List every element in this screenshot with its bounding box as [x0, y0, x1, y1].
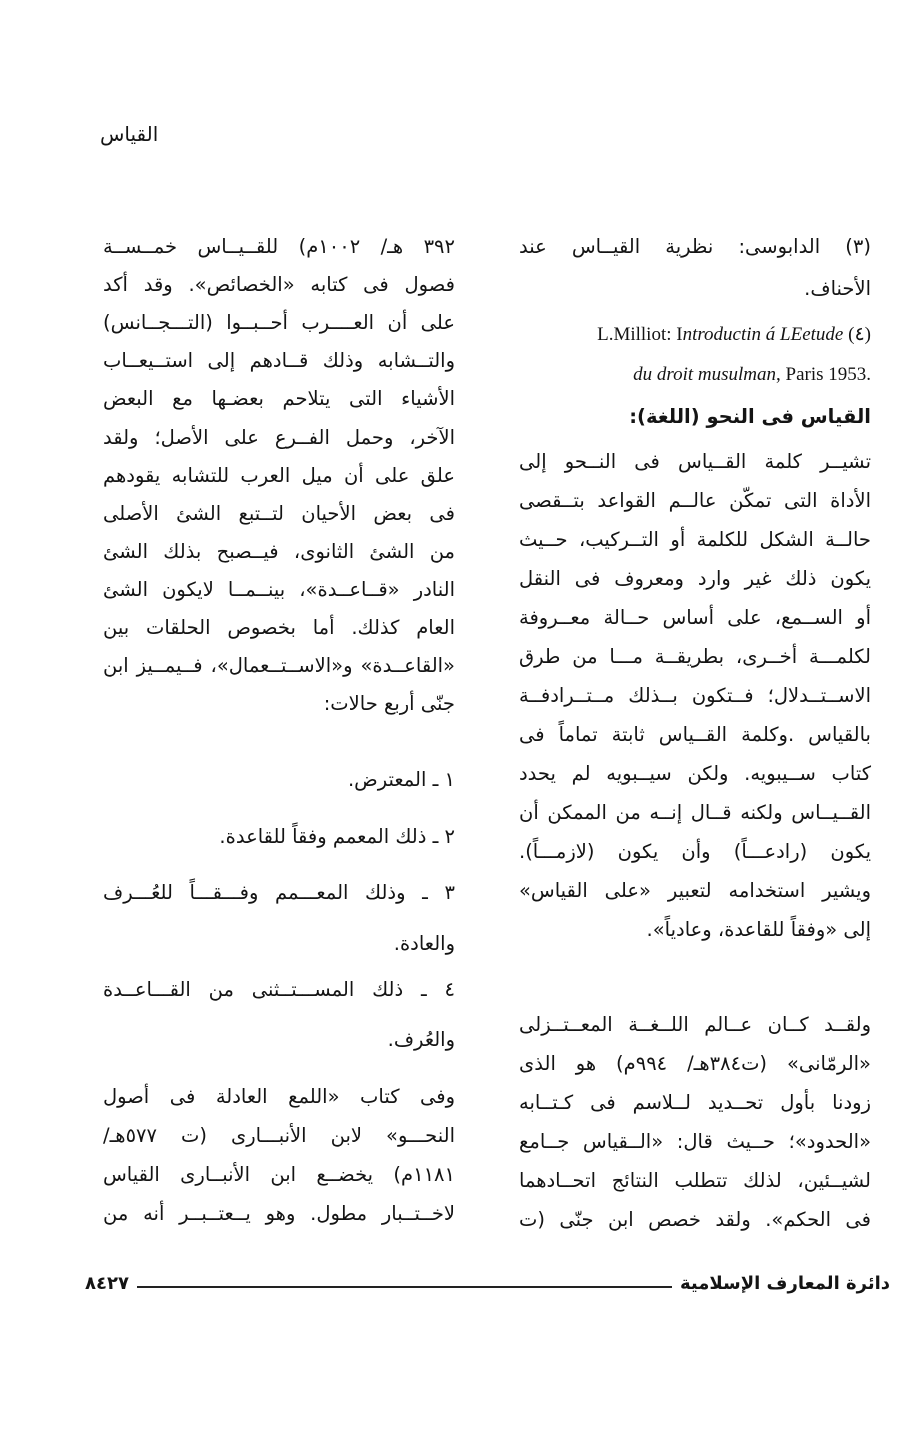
running-head: القياس: [100, 122, 159, 146]
text-line: الاســتــدلال؛ فــتكون بــذلك مــتــرادفــة: [519, 684, 871, 707]
text-line: كتاب ســيبويه. ولكن سيــبويه لم يحدد: [519, 762, 871, 785]
text-line: على أن العــــرب أحــبــوا (التـــجــانس): [103, 311, 455, 335]
text-line: زودنا بأول تحــديد لــلاسم فى كـتــابه: [519, 1091, 871, 1114]
text-line: فى بعض الأحيان لتــتبع الشئ الأصلى: [103, 501, 455, 525]
text-line: وفى كتاب «اللمع العادلة فى أصول: [103, 1085, 455, 1108]
text-line: من الشئ الثانوى، فيــصبح بذلك الشئ: [103, 539, 455, 563]
text-line: لكلمـــة أخــرى، بطريقــة مـــا من طرق: [519, 645, 871, 668]
section-heading: القياس فى النحو (اللغة):: [629, 405, 871, 428]
text-line: فى الحكم». ولقد خصص ابن جنّى (ت: [519, 1208, 871, 1231]
text-line: الآخر، وحمل الفــرع على الأصل؛ ولقد: [103, 425, 455, 449]
text-line: ١ ـ المعترض.: [347, 768, 455, 791]
text-line: النادر «قــاعــدة»، بينــمــا لايكون الشئ: [103, 577, 455, 601]
text-line: ١١٨١م) يخضــع ابن الأنبــارى القياس: [103, 1163, 455, 1186]
text-line: يكون ذلك غير وارد ومعروف فى النقل: [519, 567, 871, 590]
text-line: والتــشابه وذلك قــادهم إلى استــيعــاب: [103, 349, 455, 373]
text-line: ويشير استخدامه لتعبير «على القياس»: [519, 879, 871, 902]
text-line: إلى «وفقاً للقاعدة، وعادياً».: [646, 918, 871, 941]
text-line: لاخــتــبار مطول. وهو يــعتــبــر أنه من: [103, 1202, 455, 1225]
text-line: ٢ ـ ذلك المعمم وفقاً للقاعدة.: [219, 825, 455, 848]
text-line: فصول فى كتابه «الخصائص». وقد أكد: [103, 273, 455, 297]
text-line: جنّى أربع حالات:: [323, 692, 455, 716]
page-footer: [85, 1268, 890, 1298]
text-line: ولقــد كــان عــالم اللــغــة المعــتــزلى: [519, 1013, 871, 1036]
text-line: تشيــر كلمة القــياس فى النــحو إلى: [519, 450, 871, 473]
text-line: والعادة.: [393, 932, 455, 955]
text-line: L.Milliot: Introductin á LEetude (٤): [597, 324, 871, 345]
text-line: (٣) الدابوسى: نظرية القيــاس عند: [519, 235, 871, 258]
text-line: «القاعــدة» و«الاســتــعمال»، فــيمــيز ابن: [103, 654, 455, 678]
text-line: العام كذلك. أما بخصوص الحلقات بين: [103, 616, 455, 639]
footer-rule: [137, 1286, 672, 1288]
text-line: علق على أن ميل العرب للتشابه يقودهم: [103, 463, 455, 487]
text-line: بالقياس .وكلمة القــياس ثابتة تماماً فى: [519, 723, 871, 746]
text-line: الأشياء التى يتلاحم بعضـها مع البعض: [103, 387, 455, 411]
text-line: لشيــئين، لذلك تتطلب النتائج اتحــادهما: [519, 1169, 871, 1192]
text-line: «الحدود»؛ حــيث قال: «الــقياس جــامع: [519, 1130, 871, 1153]
page-number: ٨٤٢٧: [85, 1272, 129, 1294]
text-line: الأداة التى تمكّن عالــم القواعد بتــقصى: [519, 489, 871, 512]
text-line: «الرمّانى» (ت٣٨٤هـ/ ٩٩٤م) هو الذى: [519, 1052, 871, 1075]
text-line: ٣٩٢ هـ/ ١٠٠٢م) للقــيــاس خمــســة: [103, 235, 455, 258]
text-line: أو الســمع، على أساس حــالة معــروفة: [519, 606, 871, 629]
text-line: النحـــو» لابن الأنبـــارى (ت ٥٧٧هـ/: [103, 1124, 455, 1147]
encyclopedia-title: دائرة المعارف الإسلامية: [679, 1272, 890, 1294]
text-line: حالــة الشكل للكلمة أو التــركيب، حــيث: [519, 528, 871, 551]
text-line: du droit musulman, Paris 1953.: [633, 364, 871, 385]
text-line: الأحناف.: [804, 277, 871, 300]
text-line: ٤ ـ ذلك المســـتــثنى من القـــاعــدة: [103, 978, 455, 1001]
text-line: والعُرف.: [387, 1028, 455, 1051]
text-line: القــيــاس ولكنه قــال إنــه من الممكن أن: [519, 801, 871, 824]
text-line: ٣ ـ وذلك المعـــمم وفـــقـــاً للعُـــرف: [103, 881, 455, 904]
text-line: يكون (رادعـــاً) وأن يكون (لازمـــاً).: [519, 840, 871, 863]
